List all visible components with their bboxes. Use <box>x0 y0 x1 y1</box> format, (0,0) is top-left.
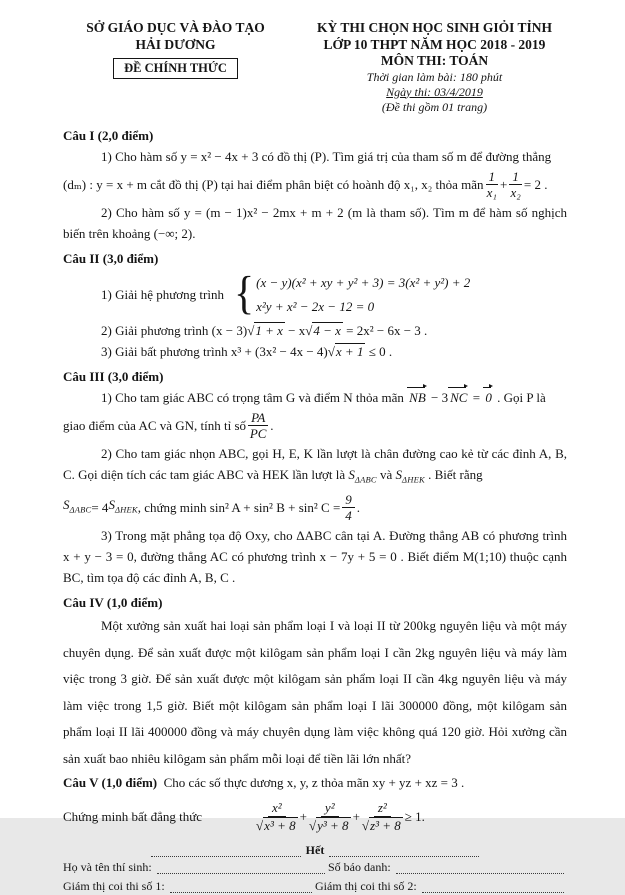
system-brace: { <box>233 268 255 320</box>
problem-1-1-line1: 1) Cho hàm số y = x² − 4x + 3 có đồ thị (P). Tìm giá trị của tham số m để đường thẳng <box>101 148 552 164</box>
fraction-z2-over-sqrt <box>362 801 403 832</box>
fill-in-line <box>396 864 564 874</box>
exam-grade-year: LỚP 10 THPT NĂM HỌC 2018 - 2019 <box>323 36 546 52</box>
inequality-tail: ≥ 1. <box>404 809 425 825</box>
fill-in-line <box>422 883 564 893</box>
vector-zero: 0 <box>483 387 494 408</box>
problem-1-2: 2) Cho hàm số y = (m − 1)x² − 2mx + m + 2 (m là tham số). Tìm m để hàm số nghịch biến trên khoảng (−∞; 2). <box>63 204 567 241</box>
plus-sign: + <box>500 176 508 192</box>
candidate-info-row <box>63 859 567 876</box>
exam-duration: Thời gian làm bài: 180 phút <box>366 69 503 84</box>
problem-3-2-text: và <box>376 466 396 482</box>
area-base: S <box>63 497 70 513</box>
problem-5-formula-row <box>63 801 567 832</box>
fraction-numerator: y² <box>321 801 339 817</box>
fraction-1-over-x2 <box>509 170 522 199</box>
problem-3-2-text: , chứng minh sin² A + sin² B + sin² C = <box>137 500 341 516</box>
fraction-denominator <box>362 817 403 832</box>
area-subscript: ΔHEK <box>402 474 425 485</box>
problem-2-1 <box>63 268 567 320</box>
fill-in-line <box>170 883 312 893</box>
exam-pages-note: (Đề thi gồm 01 trang) <box>381 99 488 114</box>
exam-title: KỲ THI CHỌN HỌC SINH GIỎI TỈNH <box>316 20 553 35</box>
radicand: z³ + 8 <box>370 818 401 834</box>
area-symbol-ABC <box>348 466 377 485</box>
problem-1-1-text: (dₘ) : y = x + m cắt đồ thị (P) tại hai điểm phân biệt có hoành độ x₁, x₂ thỏa mãn <box>63 176 484 192</box>
area-symbol-HEK <box>395 466 425 485</box>
problem-3-1-line1 <box>63 387 567 408</box>
section-2-heading: Câu II (3,0 điểm) <box>63 250 159 266</box>
candidate-number-label: Số báo danh: <box>328 860 391 875</box>
vector-NC: NC <box>448 387 469 408</box>
problem-1-1-line2 <box>63 170 567 199</box>
system-equation-1: (x − y)(x² + xy + y² + 3) = 3(x² + y²) + 2 <box>256 274 471 290</box>
fraction-numerator: PA <box>248 411 268 426</box>
problem-2-3-text: 3) Giải bất phương trình x³ + (3x² − 4x − 4) <box>101 343 328 359</box>
system-equations <box>256 271 470 318</box>
official-exam-stamp: ĐỀ CHÍNH THỨC <box>113 58 238 79</box>
section-1-heading: Câu I (2,0 điểm) <box>63 127 154 143</box>
area-base: S <box>348 466 355 482</box>
fraction-denominator: 4 <box>345 508 352 524</box>
fraction-numerator: x² <box>268 801 286 817</box>
fraction-numerator: z² <box>374 801 391 817</box>
problem-3-2-formula <box>63 493 567 522</box>
radical-sign: √ <box>361 818 370 834</box>
problem-5-intro: Cho các số thực dương x, y, z thỏa mãn xy + yz + xz = 3 . <box>163 775 465 791</box>
problem-2-1-label: 1) Giải hệ phương trình <box>101 286 224 302</box>
proctor-1-label: Giám thị coi thi số 1: <box>63 879 165 894</box>
province-name: HẢI DƯƠNG <box>135 36 216 52</box>
problem-3-2-text: 2) Cho tam giác nhọn ABC, gọi H, E, K lần lượt là chân đường cao kẻ từ các đỉnh A, B, C. Gọi diện tích các tam giác ABC và HEK lần lượt là <box>63 445 567 482</box>
exam-subject: MÔN THI: TOÁN <box>380 53 489 68</box>
issuing-authority-block <box>63 20 288 115</box>
fraction-9-over-4 <box>342 493 355 522</box>
problem-3-1-text: − 3 <box>427 389 449 405</box>
candidate-name-label: Họ và tên thí sinh: <box>63 860 152 875</box>
radicand: x + 1 <box>335 343 364 359</box>
problem-2-3 <box>63 341 567 362</box>
plus-sign: + <box>352 809 360 825</box>
fraction-y2-over-sqrt <box>309 801 351 832</box>
radicand: 1 + x <box>255 322 283 338</box>
dotted-line <box>151 847 301 857</box>
problem-2-2-text: − x <box>284 322 306 338</box>
proctor-2-label: Giám thị coi thi số 2: <box>315 879 417 894</box>
problem-3-1-text: giao điểm của AC và GN, tính tỉ số <box>63 417 247 433</box>
radical-4-minus-x <box>305 322 343 338</box>
problem-5-label: Chứng minh bất đẳng thức <box>63 809 203 825</box>
radical-sign: √ <box>256 818 264 834</box>
header <box>63 20 567 115</box>
radical-1-plus-x <box>247 322 285 338</box>
area-subscript: ΔABC <box>354 474 377 485</box>
exam-date: Ngày thi: 03/4/2019 <box>386 84 483 99</box>
problem-2-2-text: = 2x² − 6x − 3 . <box>342 322 428 338</box>
fraction-numerator: 1 <box>486 170 499 185</box>
problem-3-2-text: . <box>356 500 361 516</box>
problem-3-2-body <box>63 443 567 491</box>
equation-system <box>233 268 471 320</box>
end-label: Hết <box>305 843 325 858</box>
problem-2-2 <box>63 320 567 341</box>
equation-tail: = 2 . <box>523 176 548 192</box>
section-4-heading: Câu IV (1,0 điểm) <box>63 595 163 611</box>
problem-3-1-text: = <box>469 389 484 405</box>
radical-sign: √ <box>247 322 255 338</box>
radical-sign: √ <box>305 322 313 338</box>
problem-3-1-text: . <box>270 417 274 433</box>
fraction-denominator: x₂ <box>510 184 521 200</box>
fraction-numerator: 9 <box>342 493 355 508</box>
problem-3-1-text: . Gọi P là <box>493 389 546 405</box>
radical-sign: √ <box>308 818 317 834</box>
problem-2-3-text: ≤ 0 . <box>365 343 393 359</box>
problem-3-2-text: . Biết rằng <box>424 466 483 482</box>
problem-2-2-text: 2) Giải phương trình (x − 3) <box>101 322 248 338</box>
radical-sign: √ <box>327 343 335 359</box>
fraction-denominator: PC <box>249 425 267 441</box>
department-name: SỞ GIÁO DỤC VÀ ĐÀO TẠO <box>86 20 265 35</box>
system-equation-2: x²y + x² − 2x − 12 = 0 <box>256 298 375 314</box>
problem-3-3: 3) Trong mặt phẳng tọa độ Oxy, cho ΔABC cân tại A. Đường thẳng AB có phương trình x + y − 3 = 0, đường thẳng AC có phương trình x − 7y + 5 = 0 . Biết điểm M(1;10) thuộc cạnh BC, tìm tọa độ các đỉnh A, B, C . <box>63 528 567 586</box>
fill-in-line <box>157 864 325 874</box>
dotted-line <box>329 847 479 857</box>
area-subscript: ΔHEK <box>114 504 138 515</box>
area-symbol-HEK <box>108 493 137 522</box>
fraction-1-over-x1 <box>486 170 499 199</box>
section-5-heading: Câu V (1,0 điểm) <box>63 775 158 791</box>
end-of-exam-divider <box>63 844 567 857</box>
plus-sign: + <box>299 809 307 825</box>
problem-3-2-text: = 4 <box>91 500 109 516</box>
fraction-x2-over-sqrt <box>256 801 298 832</box>
fraction-denominator: x₁ <box>486 184 497 200</box>
proctor-info-row <box>63 878 567 895</box>
area-symbol-ABC <box>63 493 91 522</box>
radicand: x³ + 8 <box>264 818 296 834</box>
area-base: S <box>108 497 115 513</box>
problem-4-body: Một xưởng sản xuất hai loại sản phẩm loại I và loại II từ 200kg nguyên liệu và một máy chuyên dụng. Để sản xuất được một kilôgam sản phẩm loại I cần 2kg nguyên liệu và máy làm việc trong 3 giờ. Để sản xuất được một kilôgam sản phẩm loại II cần 4kg nguyên liệu và máy làm việc trong 1,5 giờ. Biết một kilôgam sản phẩm loại I lãi 300000 đồng, một kilôgam sản phẩm loại II lãi 400000 đồng và máy chuyên dụng làm việc không quá 120 giờ. Hỏi xưởng cần sản xuất bao nhiêu kilôgam sản phẩm mỗi loại để tiền lãi lớn nhất? <box>63 618 567 766</box>
fraction-PA-over-PC <box>248 411 268 440</box>
problem-3-1-text: 1) Cho tam giác ABC có trọng tâm G và điểm N thỏa mãn <box>101 389 408 405</box>
fraction-denominator <box>309 817 351 832</box>
exam-title-block <box>302 20 567 115</box>
vector-NB: NB <box>407 387 428 408</box>
area-subscript: ΔABC <box>69 504 92 515</box>
radical-x-plus-1 <box>328 343 366 359</box>
problem-3-1-line2 <box>63 411 567 440</box>
section-5-intro-line <box>63 772 567 793</box>
section-3-heading: Câu III (3,0 điểm) <box>63 368 164 384</box>
fraction-denominator <box>256 817 298 832</box>
fraction-numerator: 1 <box>509 170 522 185</box>
radicand: 4 − x <box>313 322 341 338</box>
area-base: S <box>395 466 403 482</box>
radicand: y³ + 8 <box>317 818 349 834</box>
